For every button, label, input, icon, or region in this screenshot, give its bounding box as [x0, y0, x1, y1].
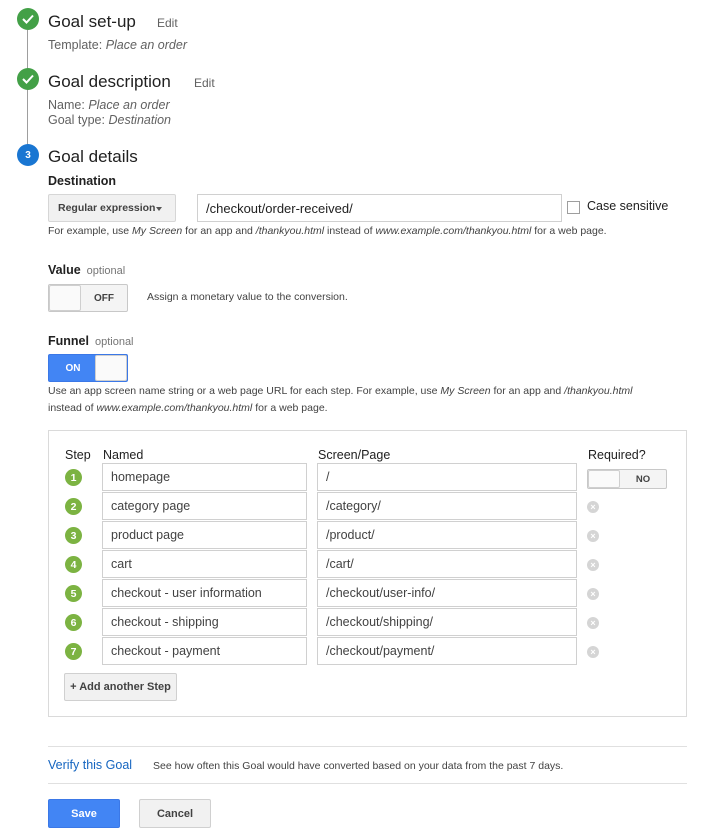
match-type-dropdown[interactable]	[48, 194, 176, 222]
step-page-input[interactable]: /checkout/user-info/	[317, 579, 577, 607]
remove-circle-icon[interactable]: ×	[587, 617, 599, 629]
name-label: Name:	[48, 98, 85, 112]
goal-setup-template	[48, 38, 187, 53]
step-name-input[interactable]: cart	[102, 550, 307, 578]
step-page-input[interactable]: /product/	[317, 521, 577, 549]
goal-description-title: Goal description	[48, 72, 171, 91]
help-example: My Screen	[132, 225, 183, 237]
template-value: Place an order	[105, 38, 187, 52]
remove-circle-icon[interactable]: ×	[587, 588, 599, 600]
toggle-knob	[588, 470, 620, 488]
step-number-4: 4	[65, 556, 82, 573]
toggle-knob	[49, 285, 81, 311]
help-text: Use an app screen name string or a web page URL for each step. For example, use	[48, 385, 441, 397]
help-example: www.example.com/thankyou.html	[96, 402, 253, 414]
step-page-input[interactable]: /cart/	[317, 550, 577, 578]
col-screen-header: Screen/Page	[318, 448, 391, 462]
verify-goal-description: See how often this Goal would have converted based on your data from the past 7 days.	[153, 760, 564, 772]
remove-circle-icon[interactable]: ×	[587, 530, 599, 542]
help-example: /thankyou.html	[564, 385, 633, 397]
remove-circle-icon[interactable]: ×	[587, 646, 599, 658]
toggle-state: OFF	[94, 292, 114, 304]
goal-type-line	[48, 113, 171, 128]
step-name-input[interactable]: checkout - shipping	[102, 608, 307, 636]
help-text: instead of	[48, 402, 97, 414]
goal-setup-title: Goal set-up	[48, 12, 136, 31]
value-label	[48, 263, 125, 277]
save-button[interactable]: Save	[48, 799, 120, 828]
template-label: Template:	[48, 38, 103, 52]
case-sensitive-label: Case sensitive	[587, 199, 669, 213]
caret-down-icon	[156, 207, 162, 211]
help-example: My Screen	[440, 385, 491, 397]
optional-tag: optional	[94, 336, 134, 348]
step-number-5: 5	[65, 585, 82, 602]
destination-help-text	[48, 223, 607, 240]
funnel-help-text	[48, 383, 688, 417]
toggle-state: NO	[635, 473, 651, 485]
step-name-input[interactable]: homepage	[102, 463, 307, 491]
help-example: www.example.com/thankyou.html	[375, 225, 532, 237]
goal-details-title: Goal details	[48, 147, 138, 166]
divider	[48, 783, 687, 784]
goal-type-value: Destination	[108, 113, 172, 127]
step-name-input[interactable]: checkout - user information	[102, 579, 307, 607]
add-step-button[interactable]: + Add another Step	[64, 673, 177, 701]
step-page-input[interactable]: /	[317, 463, 577, 491]
goal-type-label: Goal type:	[48, 113, 105, 127]
value-label-text: Value	[48, 263, 81, 277]
goal-setup-edit-link[interactable]: Edit	[157, 16, 178, 30]
destination-label: Destination	[48, 174, 117, 188]
funnel-label	[48, 334, 134, 348]
funnel-label-text: Funnel	[48, 334, 89, 348]
col-named-header: Named	[103, 448, 144, 462]
toggle-state: ON	[65, 362, 81, 374]
value-help-text: Assign a monetary value to the conversion.	[147, 291, 348, 303]
help-text: instead of	[324, 225, 376, 237]
case-sensitive-checkbox[interactable]	[567, 201, 580, 214]
help-text: for a web page.	[531, 225, 607, 237]
step-complete-check-icon	[17, 8, 39, 30]
step-name-input[interactable]: checkout - payment	[102, 637, 307, 665]
match-type-value: Regular expression	[58, 202, 156, 214]
help-text: for an app and	[490, 385, 565, 397]
step-number-6: 6	[65, 614, 82, 631]
step-page-input[interactable]: /category/	[317, 492, 577, 520]
help-text: For example, use	[48, 225, 133, 237]
step-number-badge: 3	[17, 144, 39, 166]
step-number-3: 3	[65, 527, 82, 544]
help-text: for an app and	[182, 225, 256, 237]
step-number-7: 7	[65, 643, 82, 660]
toggle-knob	[95, 355, 127, 381]
remove-circle-icon[interactable]: ×	[587, 559, 599, 571]
help-text: for a web page.	[252, 402, 328, 414]
value-toggle[interactable]	[48, 284, 128, 312]
step-name-input[interactable]: product page	[102, 521, 307, 549]
help-example: /thankyou.html	[255, 225, 325, 237]
goal-name-line	[48, 98, 170, 113]
step-complete-check-icon	[17, 68, 39, 90]
divider	[48, 746, 687, 747]
destination-input[interactable]: /checkout/order-received/	[197, 194, 562, 222]
step-name-input[interactable]: category page	[102, 492, 307, 520]
name-value: Place an order	[88, 98, 170, 112]
col-step-header: Step	[65, 448, 91, 462]
step-page-input[interactable]: /checkout/payment/	[317, 637, 577, 665]
verify-goal-link[interactable]: Verify this Goal	[48, 758, 133, 772]
remove-circle-icon[interactable]: ×	[587, 501, 599, 513]
funnel-toggle[interactable]	[48, 354, 128, 382]
step-page-input[interactable]: /checkout/shipping/	[317, 608, 577, 636]
goal-description-edit-link[interactable]: Edit	[194, 76, 215, 90]
col-required-header: Required?	[588, 448, 646, 462]
cancel-button[interactable]: Cancel	[139, 799, 211, 828]
step-number-1: 1	[65, 469, 82, 486]
required-toggle[interactable]	[587, 469, 667, 489]
optional-tag: optional	[86, 265, 126, 277]
step-number-2: 2	[65, 498, 82, 515]
